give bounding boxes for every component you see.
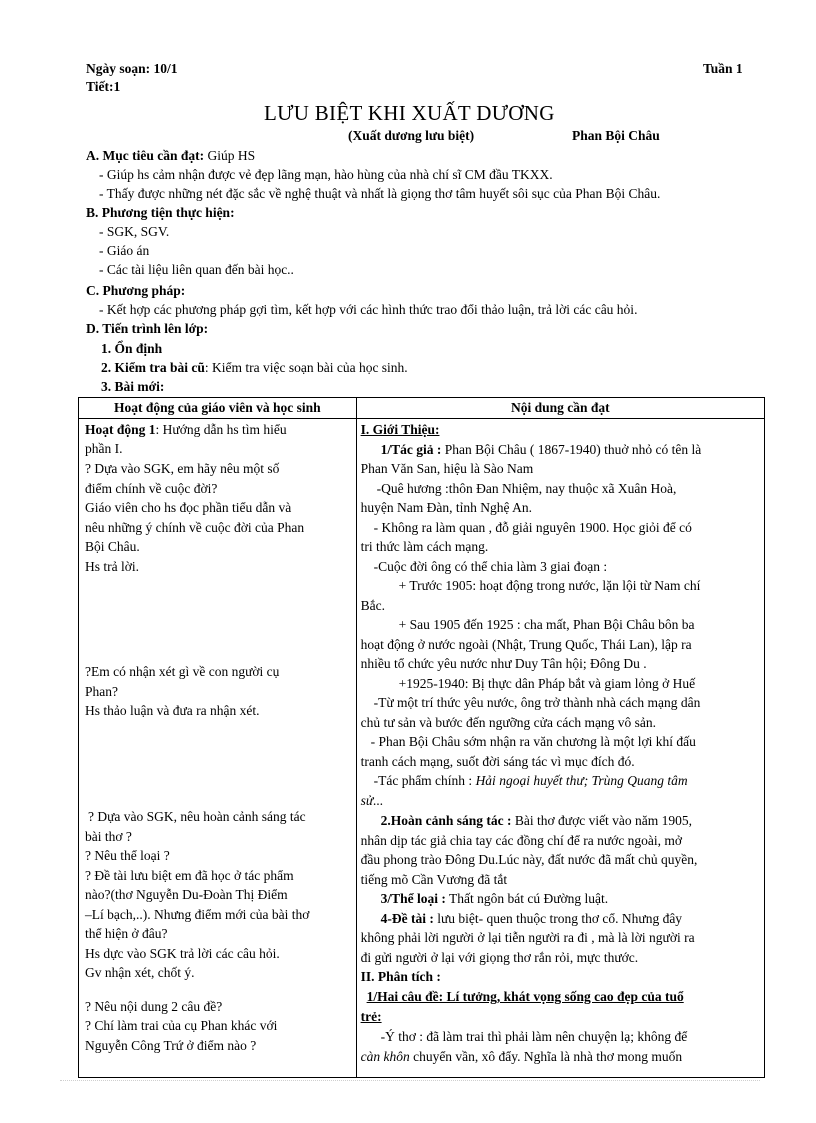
right-line: - Phan Bội Châu sớm nhận ra văn chương là một lợi khí đấu bbox=[370, 734, 696, 749]
topic-label: 4-Đề tài : bbox=[380, 911, 434, 926]
right-line bbox=[381, 442, 702, 458]
right-line: không phải lời người ở lại tiễn người ra đi , mà là lời người ra bbox=[360, 930, 695, 945]
left-line: Hs thảo luận và đưa ra nhận xét. bbox=[85, 703, 260, 718]
col-header-right: Nội dung cần đạt bbox=[356, 398, 764, 419]
right-line: nhiều tổ chức yêu nước như Duy Tân hội; Đông Du . bbox=[360, 656, 647, 671]
left-line: thể hiện ở đâu? bbox=[85, 926, 168, 941]
left-cell bbox=[79, 419, 357, 1078]
period-label: Tiết:1 bbox=[86, 79, 121, 94]
left-line bbox=[85, 422, 287, 438]
left-line: điểm chính về cuộc đời? bbox=[85, 481, 218, 496]
right-line bbox=[381, 891, 609, 907]
left-line: ? Chí làm trai của cụ Phan khác với bbox=[85, 1018, 278, 1033]
left-line: phần I. bbox=[85, 441, 123, 456]
section-b-title: B. Phương tiện thực hiện: bbox=[86, 205, 235, 220]
right-line bbox=[381, 813, 692, 829]
left-line: nêu những ý chính về cuộc đời của Phan bbox=[85, 520, 305, 535]
left-line: Phan? bbox=[85, 684, 118, 699]
left-line: ? Đề tài lưu biệt em đã học ở tác phẩm bbox=[85, 868, 294, 883]
left-line: –Lí bạch,..). Nhưng điểm mới của bài thơ bbox=[85, 907, 310, 922]
right-line: tiếng mõ Cần Vương đã tắt bbox=[360, 872, 508, 887]
section-b-item: - Các tài liệu liên quan đến bài học.. bbox=[99, 262, 294, 277]
right-line: chủ tư sản và bước đến ngưỡng cửa cách mạng vô sản. bbox=[360, 715, 657, 730]
lesson-table bbox=[78, 397, 765, 1078]
genre-text: Thất ngôn bát cú Đường luật. bbox=[445, 891, 609, 906]
right-cell bbox=[356, 419, 764, 1078]
right-line: +1925-1940: Bị thực dân Pháp bắt và giam lỏng ở Huế bbox=[398, 676, 696, 691]
right-line: tranh cách mạng, suốt đời sáng tác vì mục đích đó. bbox=[360, 754, 635, 769]
section-a-title: A. Mục tiêu cần đạt: bbox=[86, 148, 205, 163]
right-heading: 1/Hai câu đề: Lí tưởng, khát vọng sống cao đẹp của tuổ bbox=[366, 989, 684, 1004]
right-line: -Từ một trí thức yêu nước, ông trở thành nhà cách mạng dân bbox=[373, 695, 701, 710]
right-line: sử... bbox=[360, 793, 384, 808]
right-heading: II. Phân tích : bbox=[360, 969, 441, 984]
section-b-item: - SGK, SGV. bbox=[99, 224, 170, 239]
right-line: -Cuộc đời ông có thể chia làm 3 giai đoạn : bbox=[373, 559, 608, 574]
left-line: ?Em có nhận xét gì về con người cụ bbox=[85, 664, 280, 679]
right-line: đầu phong trào Đông Du.Lúc này, đất nước đã mất chủ quyền, bbox=[360, 852, 698, 867]
left-line: Bội Châu. bbox=[85, 539, 140, 554]
section-a-item: - Giúp hs cảm nhận được vẻ đẹp lãng mạn, hào hùng của nhà chí sĩ CM đầu TKXX. bbox=[99, 167, 553, 182]
author: Phan Bội Châu bbox=[572, 128, 660, 143]
right-line-text: chuyển vần, xô đẩy. Nghĩa là nhà thơ mong muốn bbox=[409, 1049, 683, 1064]
section-c-item: - Kết hợp các phương pháp gợi tìm, kết hợp với các hình thức trao đổi thảo luận, trả lời các câu hỏi. bbox=[99, 302, 638, 317]
section-a-rest: Giúp HS bbox=[204, 148, 256, 163]
right-line: Bắc. bbox=[360, 598, 385, 613]
left-line: ? Nêu thể loại ? bbox=[85, 848, 170, 863]
context-label: 2.Hoàn cảnh sáng tác : bbox=[380, 813, 512, 828]
right-line bbox=[361, 1049, 683, 1065]
term-italic: càn khôn bbox=[360, 1049, 410, 1064]
right-line: tri thức làm cách mạng. bbox=[360, 539, 489, 554]
right-line: -Quê hương :thôn Đan Nhiệm, nay thuộc xã Xuân Hoà, bbox=[376, 481, 677, 496]
section-d-step-2-title: 2. Kiểm tra bài cũ bbox=[101, 360, 205, 375]
left-line: ? Dựa vào SGK, em hãy nêu một số bbox=[85, 461, 280, 476]
page-title: LƯU BIỆT KHI XUẤT DƯƠNG bbox=[264, 101, 555, 125]
section-d-step-2 bbox=[101, 360, 408, 376]
col-header-left: Hoạt động của giáo viên và học sinh bbox=[79, 398, 357, 419]
section-a-item: - Thấy được những nét đặc sắc về nghệ thuật và nhất là giọng thơ tâm huyết sôi sục của Phan Bội Châu. bbox=[99, 186, 661, 201]
author-text: Phan Bội Châu ( 1867-1940) thuở nhỏ có tên là bbox=[441, 442, 702, 457]
context-text: Bài thơ được viết vào năm 1905, bbox=[511, 813, 693, 828]
author-label: 1/Tác giả : bbox=[380, 442, 442, 457]
left-line: Gv nhận xét, chốt ý. bbox=[85, 965, 195, 980]
right-line: hoạt động ở nước ngoài (Nhật, Trung Quốc, Thái Lan), lập ra bbox=[360, 637, 692, 652]
section-d-step-2-rest: : Kiểm tra việc soạn bài của học sinh. bbox=[204, 360, 408, 375]
right-line bbox=[381, 911, 682, 927]
left-line: bài thơ ? bbox=[85, 829, 132, 844]
works-label: -Tác phẩm chính : bbox=[373, 773, 476, 788]
section-c-title: C. Phương pháp: bbox=[86, 283, 186, 298]
subtitle: (Xuất dương lưu biệt) bbox=[348, 128, 475, 143]
activity-1-title: Hoạt động 1 bbox=[85, 422, 156, 437]
left-line: Hs trả lời. bbox=[85, 559, 140, 574]
section-d-step-1: 1. Ổn định bbox=[101, 341, 163, 356]
section-d-step-3: 3. Bài mới: bbox=[101, 379, 165, 394]
page-divider bbox=[60, 1080, 760, 1081]
activity-1-rest: : Hướng dẫn hs tìm hiểu bbox=[155, 422, 287, 437]
right-heading: I. Giới Thiệu: bbox=[360, 422, 440, 437]
left-line: Hs dực vào SGK trả lời các câu hỏi. bbox=[85, 946, 280, 961]
right-line: huyện Nam Đàn, tỉnh Nghệ An. bbox=[360, 500, 532, 515]
right-line: + Sau 1905 đến 1925 : cha mất, Phan Bội Châu bôn ba bbox=[398, 617, 695, 632]
right-line: - Không ra làm quan , đỗ giải nguyên 1900. Học giỏi để có bbox=[373, 520, 692, 535]
left-line: Giáo viên cho hs đọc phần tiểu dẫn và bbox=[85, 500, 292, 515]
left-line: ? Dựa vào SGK, nêu hoàn cảnh sáng tác bbox=[88, 809, 306, 824]
date-label: Ngày soạn: 10/1 bbox=[86, 61, 178, 76]
left-line: ? Nêu nội dung 2 câu đề? bbox=[85, 999, 223, 1014]
right-line: Phan Văn San, hiệu là Sào Nam bbox=[360, 461, 534, 476]
topic-text: lưu biệt- quen thuộc trong thơ cổ. Nhưng đây bbox=[433, 911, 683, 926]
works-titles: Hải ngoại huyết thư; Trùng Quang tâm bbox=[475, 773, 688, 788]
genre-label: 3/Thể loại : bbox=[380, 891, 446, 906]
right-line: + Trước 1905: hoạt động trong nước, lặn lội từ Nam chí bbox=[398, 578, 701, 593]
week-label: Tuần 1 bbox=[703, 61, 743, 76]
right-line: nhân dịp tác giả chia tay các đồng chí để ra nước ngoài, mở bbox=[360, 833, 683, 848]
section-a bbox=[86, 148, 255, 164]
section-d-title: D. Tiến trình lên lớp: bbox=[86, 321, 209, 336]
right-line bbox=[374, 773, 688, 789]
section-b-item: - Giáo án bbox=[99, 243, 150, 258]
right-heading: trẻ: bbox=[360, 1009, 382, 1024]
right-line: -Ý thơ : đã làm trai thì phải làm nên chuyện lạ; không để bbox=[380, 1029, 688, 1044]
left-line: Nguyễn Công Trứ ở điểm nào ? bbox=[85, 1038, 257, 1053]
left-line: nào?(thơ Nguyễn Du-Đoàn Thị Điểm bbox=[85, 887, 288, 902]
right-line: đi gửi người ở lại với giọng thơ rắn rỏi, mực thước. bbox=[360, 950, 639, 965]
